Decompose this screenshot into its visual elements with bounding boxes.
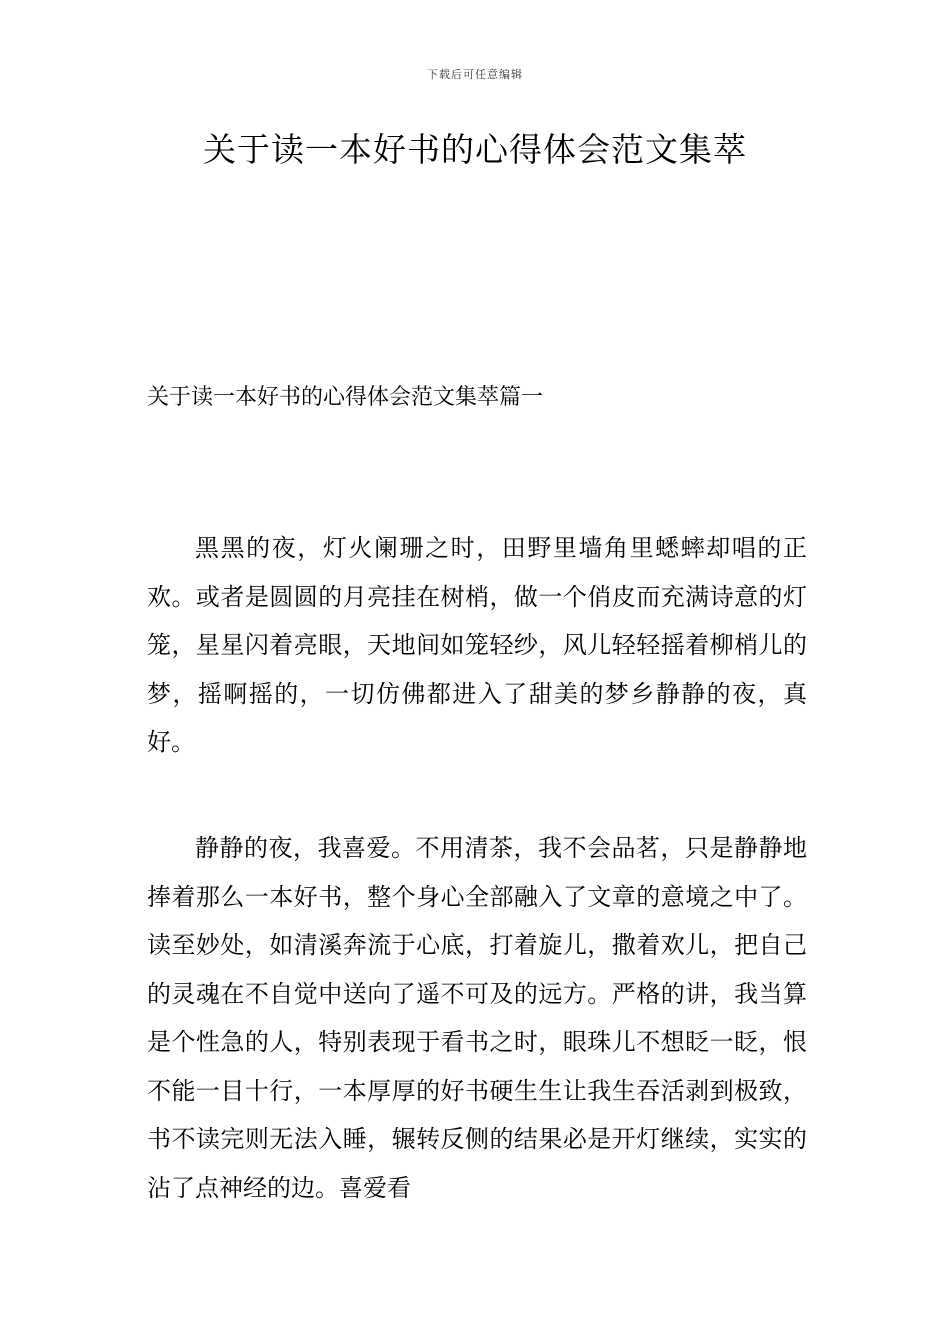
paragraph-1: 黑黑的夜，灯火阑珊之时，田野里墙角里蟋蟀却唱的正欢。或者是圆圆的月亮挂在树梢，做一个俏皮而充满诗意的灯笼，星星闪着亮眼，天地间如笼轻纱，风儿轻轻摇着柳梢儿的梦，摇啊摇的，一切仿佛都进入了甜美的梦乡静静的夜，真好。 [147,534,807,756]
paragraph-2: 静静的夜，我喜爱。不用清茶，我不会品茗，只是静静地捧着那么一本好书，整个身心全部融入了文章的意境之中了。读至妙处，如清溪奔流于心底，打着旋儿，撒着欢儿，把自己的灵魂在不自觉中送向了遥不可及的远方。严格的讲，我当算是个性急的人，特别表现于看书之时，眼珠儿不想眨一眨，恨不能一目十行，一本厚厚的好书硬生生让我生吞活剥到极致，书不读完则无法入睡，辗转反侧的结果必是开灯继续，实实的沾了点神经的边。喜爱看 [147,834,807,1202]
header-note: 下载后可任意编辑 [427,68,523,81]
section-heading: 关于读一本好书的心得体会范文集萃篇一 [147,385,544,410]
document-title: 关于读一本好书的心得体会范文集萃 [203,130,747,169]
